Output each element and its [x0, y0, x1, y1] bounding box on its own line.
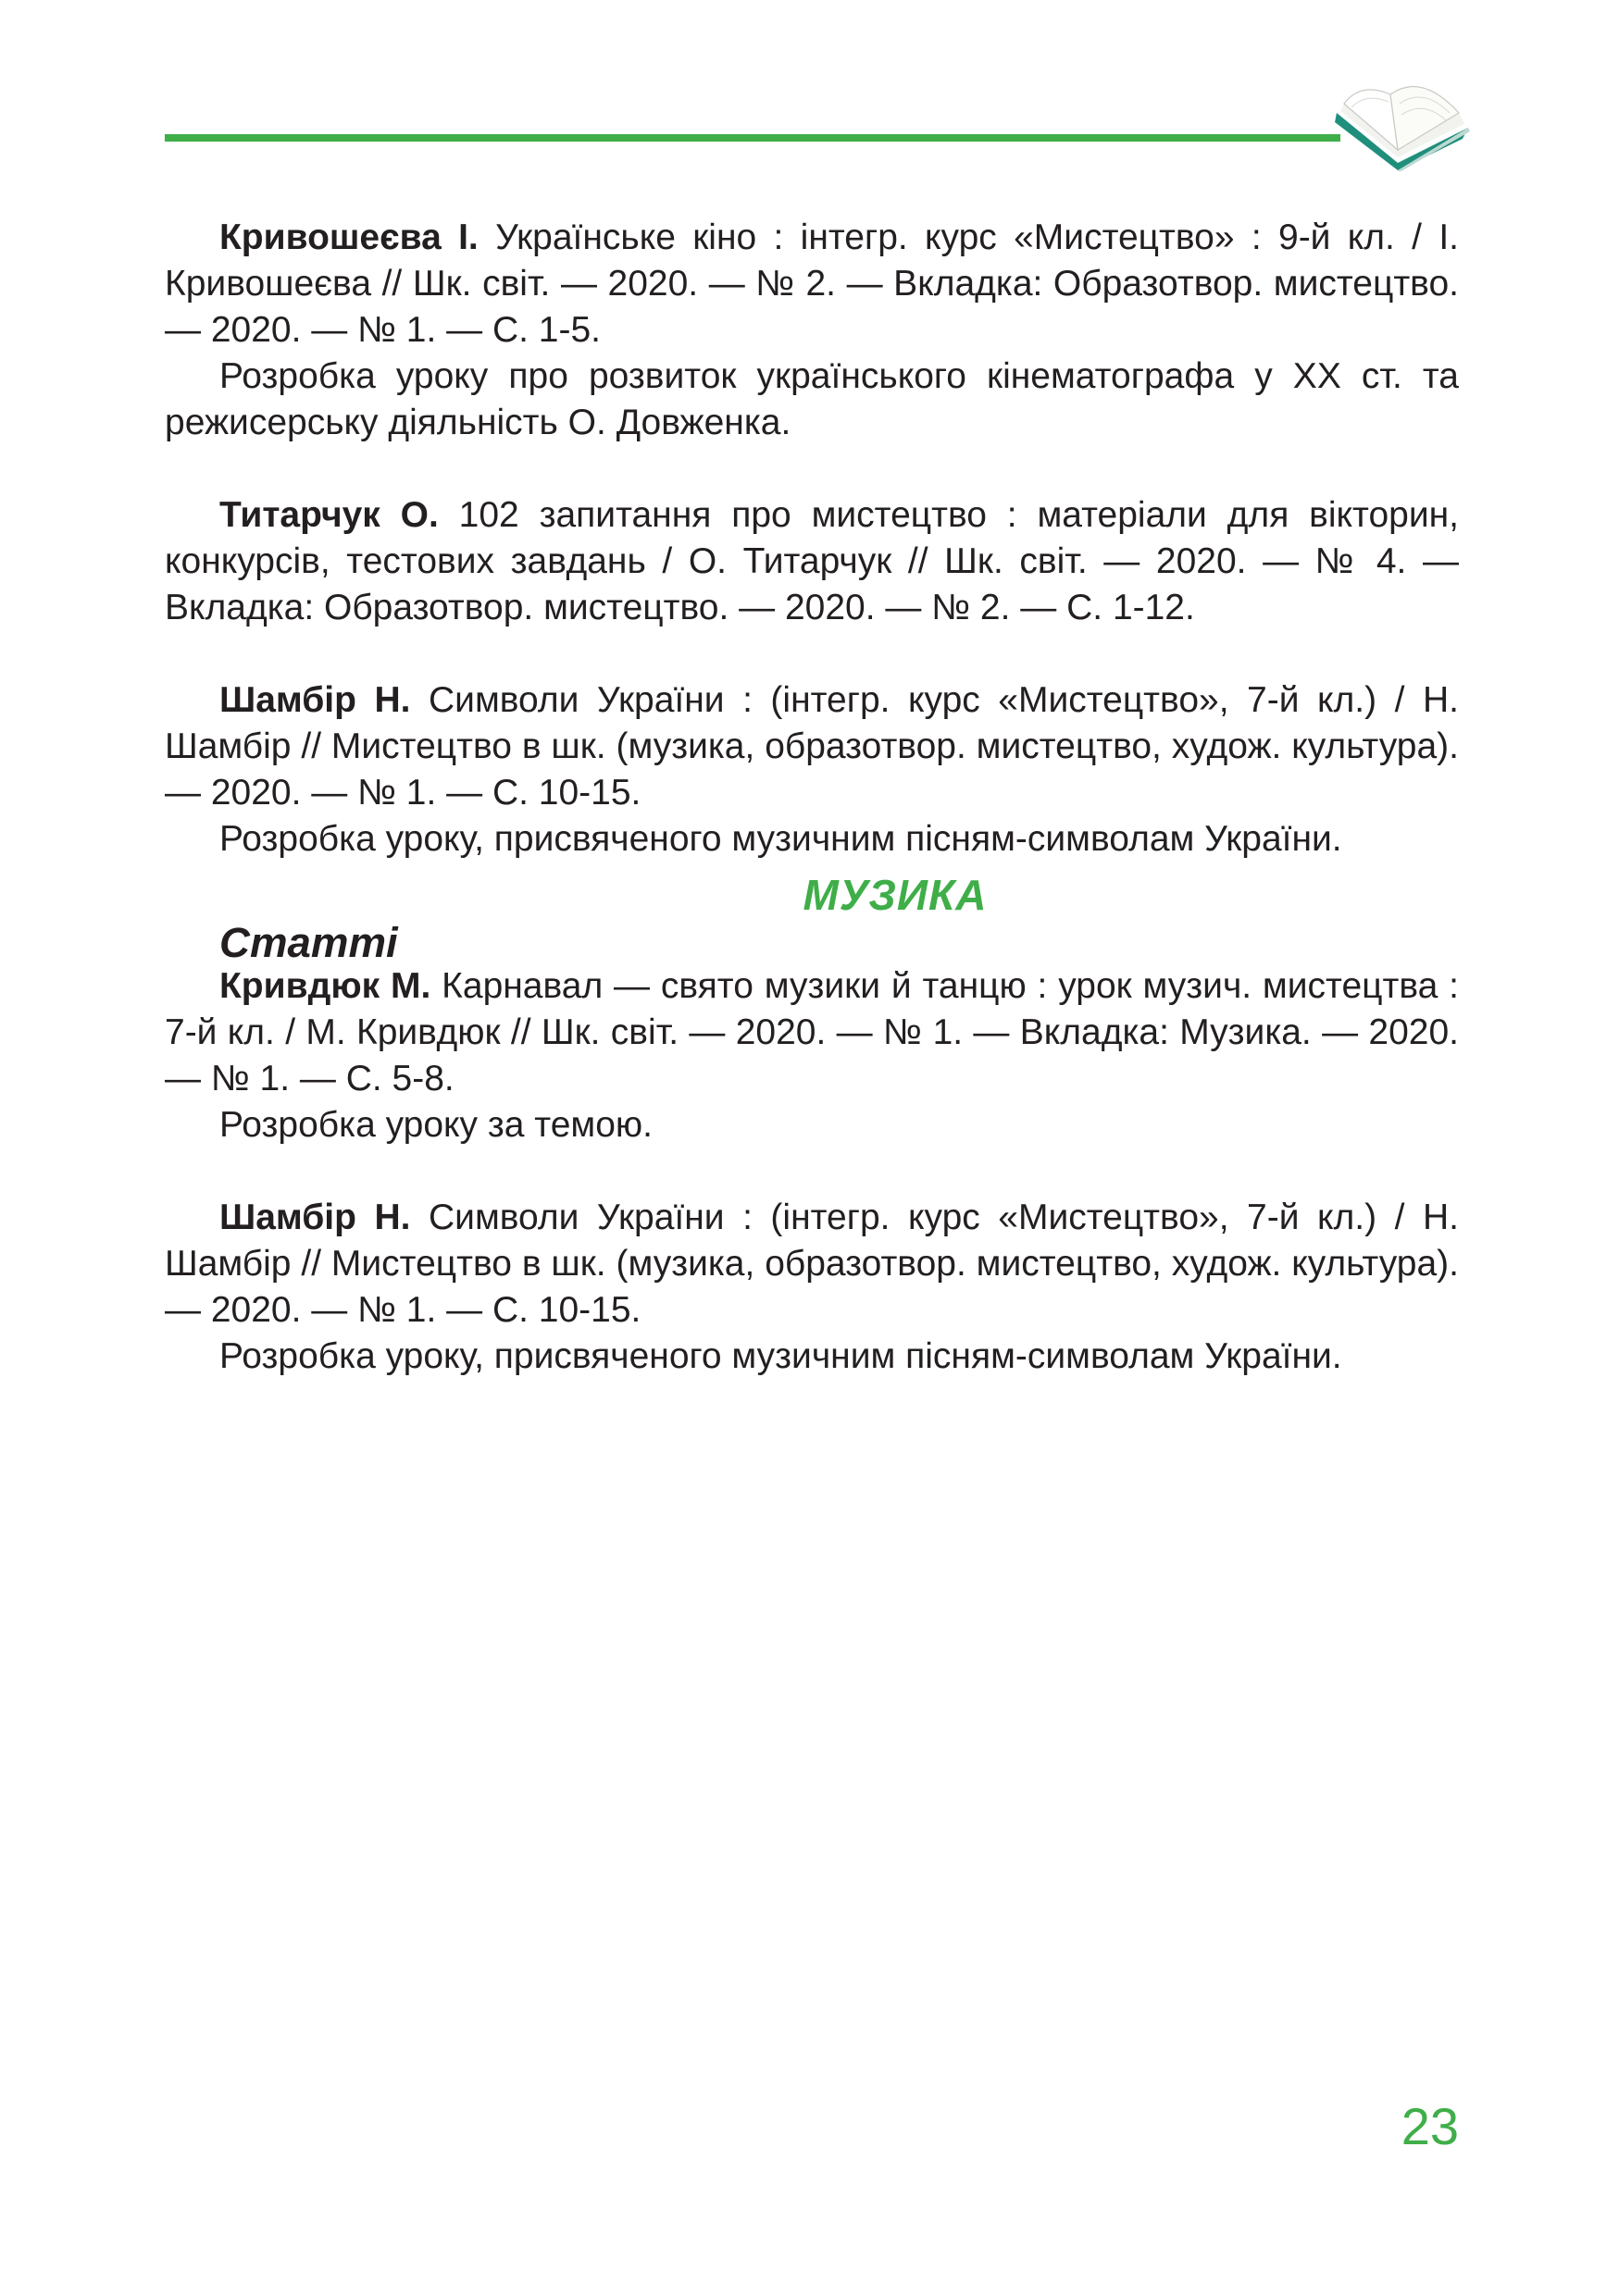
bibliography-entry: [165, 677, 1459, 863]
entry-annotation: Розробка уроку за темою.: [219, 1105, 653, 1145]
entry-citation: [165, 963, 1459, 1102]
entry-citation: [165, 1195, 1459, 1334]
bibliography-entry: [165, 1195, 1459, 1380]
bibliography-content: [165, 215, 1459, 1426]
entry-citation: [165, 492, 1459, 631]
entry-author: Кривошеєва І.: [219, 217, 479, 257]
entry-annotation: Розробка уроку, присвяченого музичним пісням-символам України.: [219, 1336, 1342, 1376]
entry-author: Шамбір Н.: [219, 680, 411, 720]
section-heading: МУЗИКА: [803, 871, 988, 919]
entry-annotation: Розробка уроку, присвяченого музичним пісням-символам України.: [219, 819, 1342, 859]
entry-author: Шамбір Н.: [219, 1198, 411, 1237]
entry-author: Титарчук О.: [219, 495, 439, 535]
entry-citation-text: Карнавал — свято музики й танцю : урок музич. мистецтва : 7-й кл. / М. Кривдюк // Шк. світ. — 2020. — № 1. — Вкладка: Музика. — 2020. — № 1. — С. 5-8.: [165, 966, 1459, 1098]
entry-citation: [165, 677, 1459, 816]
entry-citation-text: 102 запитання про мистецтво : матеріали для вікторин, конкурсів, тестових завдань / О. Титарчук // Шк. світ. — 2020. — № 4. — Вкладка: Образотвор. мистецтво. — 2020. — № 2. — С. 1-12.: [165, 495, 1460, 627]
entry-annotation: Розробка уроку про розвиток українського кінематографа у ХХ ст. та режисерську діяльність О. Довженка.: [165, 356, 1459, 442]
page-number: 23: [1401, 2097, 1459, 2155]
bibliography-entry: [165, 963, 1459, 1148]
section-subheading: Статті: [219, 919, 398, 966]
entry-citation: [165, 215, 1459, 354]
entry-author: Кривдюк М.: [219, 966, 431, 1006]
bibliography-entry: [165, 492, 1459, 631]
header-rule: [165, 134, 1340, 142]
open-book-icon: [1333, 74, 1472, 171]
entry-citation-text: Символи України : (інтегр. курс «Мистецтво», 7-й кл.) / Н. Шамбір // Мистецтво в шк. (музика, образотвор. мистецтво, худож. культура). — 2020. — № 1. — С. 10-15.: [165, 680, 1459, 813]
entry-citation-text: Українське кіно : інтегр. курс «Мистецтво» : 9-й кл. / І. Кривошеєва // Шк. світ. — 2020. — № 2. — Вкладка: Образотвор. мистецтво. — 2020. — № 1. — С. 1-5.: [165, 217, 1460, 350]
entry-citation-text: Символи України : (інтегр. курс «Мистецтво», 7-й кл.) / Н. Шамбір // Мистецтво в шк. (музика, образотвор. мистецтво, худож. культура). — 2020. — № 1. — С. 10-15.: [165, 1198, 1459, 1330]
bibliography-entry: [165, 215, 1459, 446]
